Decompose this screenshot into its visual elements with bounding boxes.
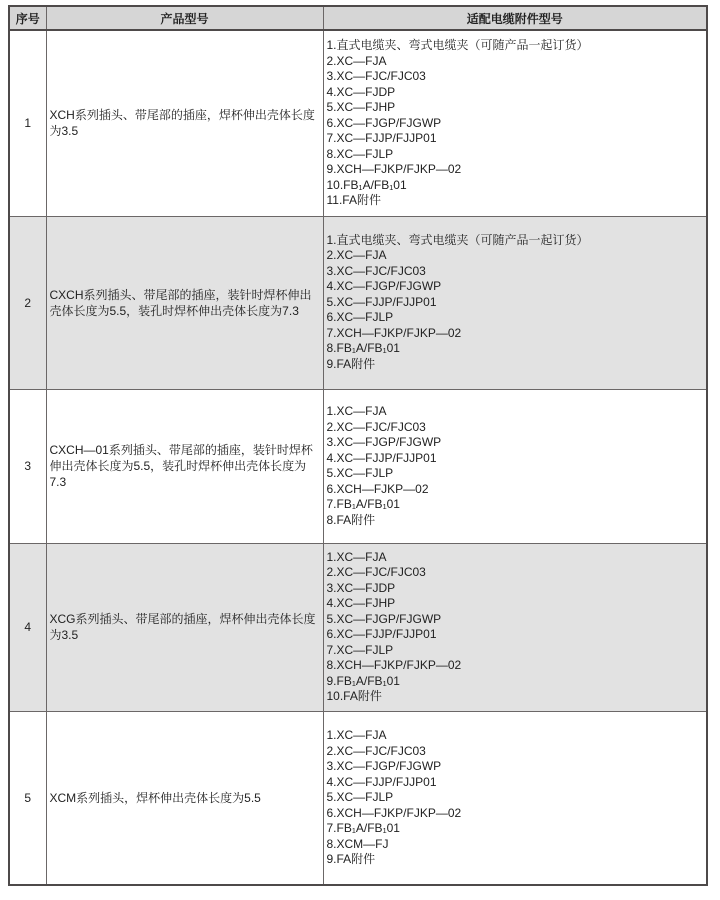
accessory-line: 8.FB₁A/FB₁01 (326, 341, 400, 356)
header-product-model: 产品型号 (46, 6, 323, 30)
accessory-line: 7.XC—FJJP/FJJP01 (326, 131, 437, 145)
row-product: CXCH—01系列插头、带尾部的插座，装针时焊杯伸出壳体长度为5.5，装孔时焊杯伸出壳体长度为7.3 (46, 389, 323, 543)
table-header-row (9, 6, 707, 30)
table-row (9, 711, 707, 885)
row-product: CXCH系列插头、带尾部的插座，装针时焊杯伸出壳体长度为5.5，装孔时焊杯伸出壳体长度为7.3 (46, 216, 323, 389)
accessory-line: 7.XCH—FJKP/FJKP—02 (326, 325, 462, 340)
accessory-line: 10.FB₁A/FB₁01 (326, 177, 407, 192)
accessory-line: 6.XCH—FJKP/FJKP—02 (326, 805, 462, 820)
accessory-line: 1.直式电缆夹、弯式电缆夹（可随产品一起订货） (326, 38, 589, 52)
accessory-line: 8.XC—FJLP (326, 146, 394, 161)
accessory-line: 10.FA附件 (326, 689, 382, 703)
accessory-line: 6.XC—FJJP/FJJP01 (326, 627, 437, 641)
accessory-line: 1.XC—FJA (326, 549, 387, 564)
accessory-line: 1.XC—FJA (326, 404, 387, 418)
header-accessory-model: 适配电缆附件型号 (323, 6, 707, 30)
row-accessories (323, 711, 707, 885)
accessory-line: 7.FB₁A/FB₁01 (326, 497, 400, 511)
accessory-line: 3.XC—FJC/FJC03 (326, 263, 426, 278)
row-index: 1 (9, 30, 46, 216)
accessory-line: 8.XCM—FJ (326, 836, 389, 851)
product-accessory-table (8, 5, 708, 886)
accessory-line: 2.XC—FJC/FJC03 (326, 419, 426, 434)
accessory-line: 2.XC—FJA (326, 53, 387, 68)
accessory-line: 6.XC—FJLP (326, 310, 394, 325)
accessory-line: 1.直式电缆夹、弯式电缆夹（可随产品一起订货） (326, 232, 589, 247)
row-accessories (323, 30, 707, 216)
row-index: 5 (9, 711, 46, 885)
row-accessories (323, 543, 707, 711)
table-body (9, 30, 707, 885)
row-index: 4 (9, 543, 46, 711)
accessory-line: 3.XC—FJC/FJC03 (326, 69, 426, 83)
accessory-line: 7.XC—FJLP (326, 642, 394, 657)
accessory-line: 8.FA附件 (326, 512, 376, 527)
table-row (9, 30, 707, 216)
accessory-line: 4.XC—FJGP/FJGWP (326, 279, 442, 294)
row-product: XCH系列插头、带尾部的插座，焊杯伸出壳体长度为3.5 (46, 30, 323, 216)
accessory-line: 8.XCH—FJKP/FJKP—02 (326, 658, 462, 672)
accessory-line: 3.XC—FJGP/FJGWP (326, 435, 442, 449)
row-accessories (323, 389, 707, 543)
row-index: 2 (9, 216, 46, 389)
accessory-line: 2.XC—FJC/FJC03 (326, 565, 426, 579)
accessory-line: 9.FB₁A/FB₁01 (326, 673, 400, 688)
accessory-line: 5.XC—FJLP (326, 790, 394, 804)
row-product: XCG系列插头、带尾部的插座，焊杯伸出壳体长度为3.5 (46, 543, 323, 711)
accessory-line: 1.XC—FJA (326, 728, 387, 742)
accessory-line: 9.FA附件 (326, 356, 376, 371)
accessory-line: 4.XC—FJJP/FJJP01 (326, 450, 437, 465)
accessory-line: 6.XC—FJGP/FJGWP (326, 115, 442, 130)
accessory-line: 3.XC—FJDP (326, 580, 396, 595)
table-row (9, 543, 707, 711)
header-serial-number: 序号 (9, 6, 46, 30)
accessory-line: 5.XC—FJLP (326, 466, 394, 480)
accessory-line: 9.FA附件 (326, 852, 376, 866)
accessory-line: 4.XC—FJHP (326, 596, 396, 610)
accessory-line: 2.XC—FJC/FJC03 (326, 743, 426, 758)
accessory-line: 4.XC—FJJP/FJJP01 (326, 774, 437, 789)
accessory-line: 4.XC—FJDP (326, 84, 396, 99)
table-row (9, 389, 707, 543)
accessory-line: 6.XCH—FJKP—02 (326, 481, 429, 496)
accessory-line: 5.XC—FJJP/FJJP01 (326, 294, 437, 309)
accessory-line: 9.XCH—FJKP/FJKP—02 (326, 162, 462, 176)
accessory-line: 7.FB₁A/FB₁01 (326, 821, 400, 835)
row-product: XCM系列插头，焊杯伸出壳体长度为5.5 (46, 711, 323, 885)
accessory-line: 5.XC—FJHP (326, 100, 396, 114)
accessory-line: 3.XC—FJGP/FJGWP (326, 759, 442, 773)
accessory-line: 11.FA附件 (326, 193, 381, 207)
row-accessories (323, 216, 707, 389)
accessory-line: 2.XC—FJA (326, 248, 387, 263)
accessory-line: 5.XC—FJGP/FJGWP (326, 611, 442, 626)
row-index: 3 (9, 389, 46, 543)
table-row (9, 216, 707, 389)
